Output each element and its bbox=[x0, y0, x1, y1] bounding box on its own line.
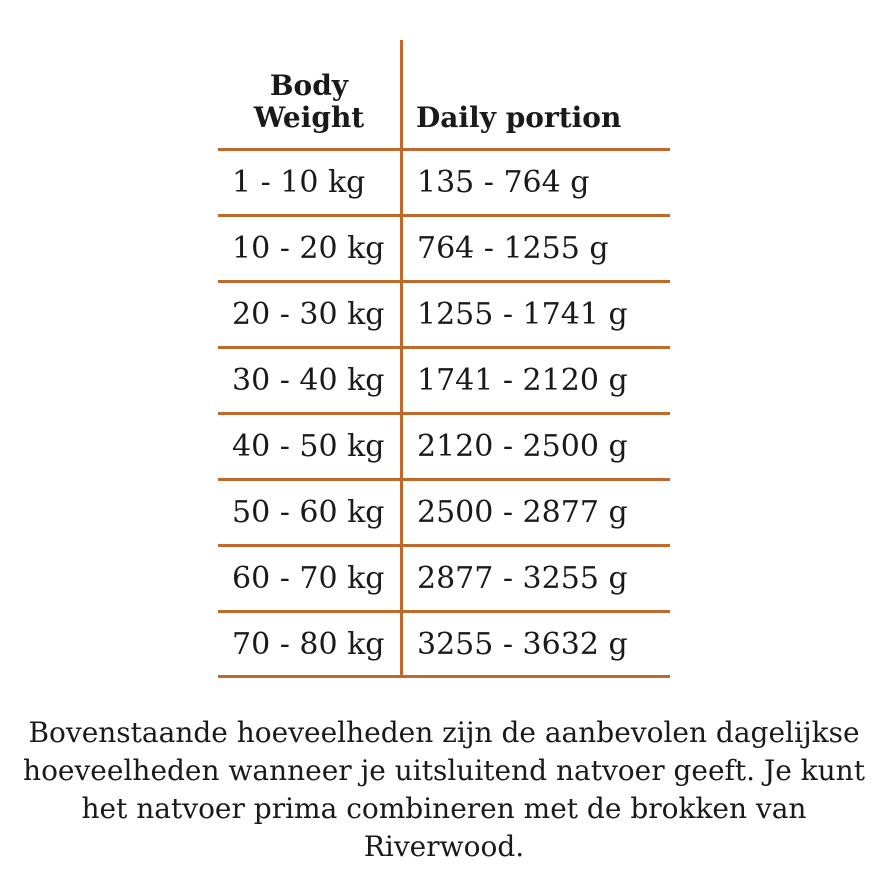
header-daily-portion: Daily portion bbox=[416, 101, 622, 134]
portion-cell: 2120 - 2500 g bbox=[417, 429, 628, 464]
portion-cell: 1741 - 2120 g bbox=[417, 363, 628, 398]
table-row bbox=[218, 613, 670, 676]
weight-cell: 60 - 70 kg bbox=[232, 561, 385, 596]
portion-cell: 3255 - 3632 g bbox=[417, 627, 628, 662]
table-row bbox=[218, 547, 670, 610]
table-row bbox=[218, 481, 670, 544]
weight-cell: 40 - 50 kg bbox=[232, 429, 385, 464]
table-row bbox=[218, 151, 670, 214]
feeding-table bbox=[218, 40, 670, 678]
portion-cell: 2500 - 2877 g bbox=[417, 495, 628, 530]
weight-cell: 20 - 30 kg bbox=[232, 297, 385, 332]
row-rule bbox=[218, 675, 670, 678]
portion-cell: 764 - 1255 g bbox=[417, 231, 609, 266]
weight-cell: 30 - 40 kg bbox=[232, 363, 385, 398]
portion-cell: 135 - 764 g bbox=[417, 165, 590, 200]
feeding-note: Bovenstaande hoeveelheden zijn de aanbevolen dagelijkse hoeveelheden wanneer je uitsluitend natvoer geeft. Je kunt het natvoer prima combineren met de brokken van Riverwood. bbox=[23, 716, 865, 863]
weight-cell: 1 - 10 kg bbox=[232, 165, 366, 200]
portion-cell: 2877 - 3255 g bbox=[417, 561, 628, 596]
weight-cell: 10 - 20 kg bbox=[232, 231, 385, 266]
table-row bbox=[218, 415, 670, 478]
table-row bbox=[218, 283, 670, 346]
table-row bbox=[218, 349, 670, 412]
table-row bbox=[218, 217, 670, 280]
portion-cell: 1255 - 1741 g bbox=[417, 297, 628, 332]
weight-cell: 70 - 80 kg bbox=[232, 627, 385, 662]
weight-cell: 50 - 60 kg bbox=[232, 495, 385, 530]
header-body-weight: Body Weight bbox=[253, 69, 365, 134]
